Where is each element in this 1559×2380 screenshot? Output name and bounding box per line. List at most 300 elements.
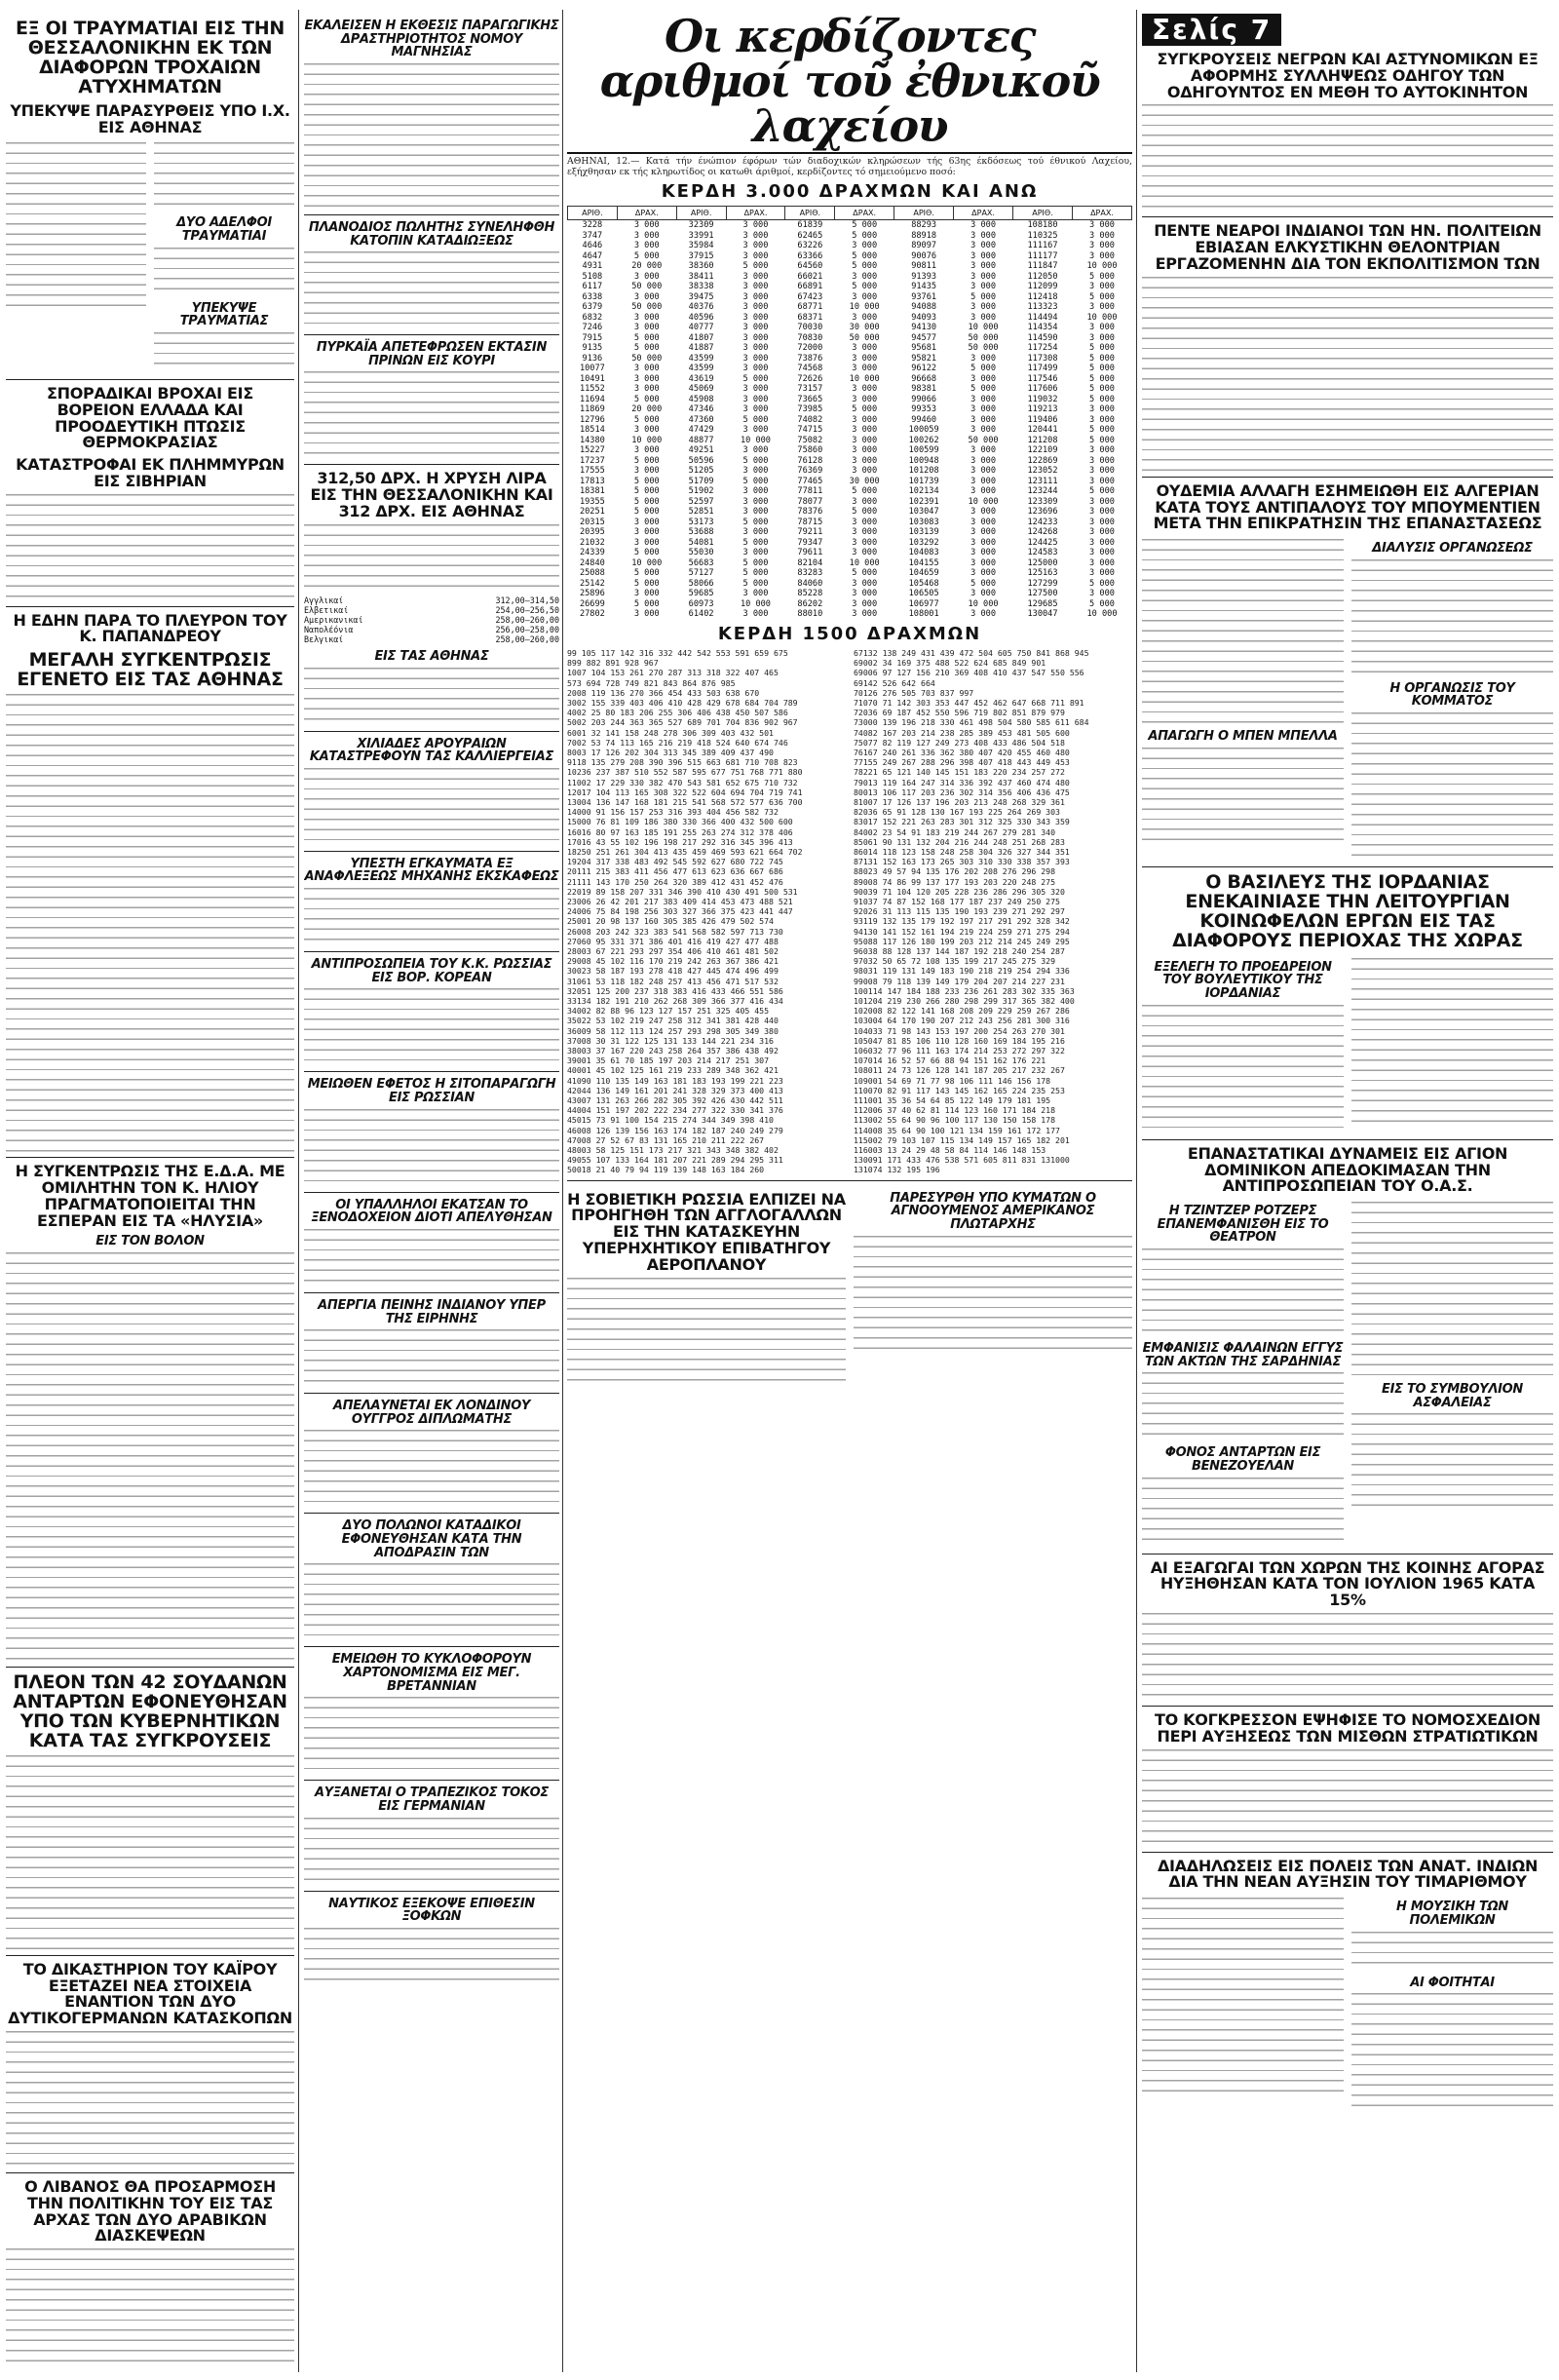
table-row: [568, 456, 1132, 467]
article-body: [1142, 1895, 1553, 2113]
table-row: [568, 404, 1132, 415]
table-cell: 3 000: [742, 312, 769, 323]
table-cell: 123052: [1027, 466, 1058, 477]
list-item: 84002 23 54 91 183 219 244 267 279 281 340: [854, 826, 1056, 837]
table-cell: 3 000: [970, 548, 996, 558]
table-cell: 30 000: [849, 476, 880, 486]
list-item: 96038 88 128 137 144 187 192 218 240 254 287: [854, 946, 1065, 956]
table-cell: 40376: [688, 302, 714, 313]
table-cell: 41807: [688, 332, 714, 343]
table-cell: 3 000: [633, 230, 660, 241]
table-cell: 50 000: [631, 302, 663, 313]
table-cell: 5 000: [852, 282, 878, 292]
table-row: [568, 261, 1132, 272]
list-item: 72036 69 187 452 550 596 719 802 851 879 979: [854, 708, 1065, 718]
table-cell: 5 000: [852, 507, 878, 518]
table-cell: 122869: [1027, 455, 1058, 466]
headline: ΤΟ ΔΙΚΑΣΤΗΡΙΟΝ ΤΟΥ ΚΑΪΡΟΥ ΕΞΕΤΑΖΕΙ ΝΕΑ ΣΤΟΙΧΕΙΑ ΕΝΑΝΤΙΟΝ ΤΩΝ ΔΥΟ ΔΥΤΙΚΟΓΕΡΜΑΝΩΝ ΚΑΤΑΣΚΟΠΩΝ: [8, 1959, 292, 2028]
table-cell: 3 000: [852, 353, 878, 364]
table-cell: 5 000: [633, 598, 660, 609]
table-cell: 3 000: [970, 557, 996, 568]
table-cell: 3 000: [1089, 220, 1115, 231]
table-cell: 50596: [688, 455, 714, 466]
table-cell: 20 000: [631, 404, 663, 415]
list-item: 87131 152 163 173 265 303 310 330 338 357 393: [854, 857, 1070, 867]
table-cell: 3 000: [742, 609, 769, 620]
table-cell: 110325: [1027, 230, 1058, 241]
table-cell: 3 000: [633, 271, 660, 282]
article-text: [6, 142, 146, 308]
table-cell: 3 000: [852, 445, 878, 456]
table-cell: 117254: [1027, 343, 1058, 354]
table-cell: 45069: [688, 384, 714, 395]
table-cell: 112418: [1027, 291, 1058, 302]
divider: [304, 851, 559, 852]
table-cell: 10 000: [1086, 312, 1118, 323]
table-cell: 3 000: [970, 589, 996, 599]
table-cell: 5 000: [1089, 291, 1115, 302]
table-cell: 3 000: [852, 589, 878, 599]
table-row: [568, 599, 1132, 610]
headline: ΔΥΟ ΠΟΛΩΝΟΙ ΚΑΤΑΔΙΚΟΙ ΕΦΟΝΕΥΘΗΣΑΝ ΚΑΤΑ ΤΗΝ ΑΠΟΔΡΑΣΙΝ ΤΩΝ: [341, 1518, 522, 1560]
headline: ΠΛΑΝΟΔΙΟΣ ΠΩΛΗΤΗΣ ΣΥΝΕΛΗΦΘΗ ΚΑΤΟΠΙΝ ΚΑΤΑΔΙΩΞΕΩΣ: [308, 219, 555, 249]
table-cell: 3747: [582, 230, 603, 241]
table-cell: 3 000: [970, 220, 996, 231]
table-cell: 7915: [582, 332, 603, 343]
table-cell: 39475: [688, 291, 714, 302]
list-item: [304, 595, 559, 605]
table-cell: 10 000: [849, 557, 880, 568]
table-cell: 129685: [1027, 598, 1058, 609]
section-heading: ΔΙΑΛΥΣΙΣ ΟΡΓΑΝΩΣΕΩΣ: [1372, 541, 1533, 557]
table-cell: 3 000: [970, 466, 996, 477]
table-row: [568, 384, 1132, 395]
headline: ΣΠΟΡΑΔΙΚΑΙ ΒΡΟΧΑΙ ΕΙΣ ΒΟΡΕΙΟΝ ΕΛΛΑΔΑ ΚΑΙ ΠΡΟΟΔΕΥΤΙΚΗ ΠΤΩΣΙΣ ΘΕΡΜΟΚΡΑΣΙΑΣ: [47, 383, 253, 452]
headline: Ο ΛΙΒΑΝΟΣ ΘΑ ΠΡΟΣΑΡΜΟΣΗ ΤΗΝ ΠΟΛΙΤΙΚΗΝ ΤΟΥ ΕΙΣ ΤΑΣ ΑΡΧΑΣ ΤΩΝ ΔΥΟ ΑΡΑΒΙΚΩΝ ΔΙΑΣΚΕΨΕΩΝ: [24, 2176, 276, 2246]
table-cell: 51902: [688, 486, 714, 497]
divider: [1142, 216, 1553, 217]
table-cell: 53688: [688, 527, 714, 538]
table-cell: 5 000: [633, 486, 660, 497]
table-cell: 3 000: [970, 486, 996, 497]
table-cell: 5 000: [1089, 364, 1115, 374]
price-label: Ναπολέόνια: [304, 624, 354, 634]
table-cell: 3 000: [970, 261, 996, 272]
table-cell: 62465: [797, 230, 823, 241]
list-item: 103004 64 170 190 207 212 243 256 281 300 316: [854, 1016, 1070, 1026]
table-cell: 20 000: [631, 261, 663, 272]
table-cell: 3 000: [970, 609, 996, 620]
table-cell: 3 000: [633, 312, 660, 323]
table-cell: 79611: [797, 548, 823, 558]
list-item: 69142 526 642 664: [854, 677, 935, 688]
table-cell: 3 000: [852, 312, 878, 323]
table-cell: 99066: [911, 394, 937, 404]
list-item: 69002 34 169 375 488 522 624 685 849 901: [854, 658, 1046, 669]
table-header: ΔΡΑΧ.: [726, 207, 785, 220]
table-cell: 3 000: [1089, 250, 1115, 261]
table-cell: 3 000: [1089, 323, 1115, 333]
list-item: 16016 80 97 163 185 191 255 263 274 312 378 406: [567, 826, 793, 837]
table-cell: 3 000: [1089, 557, 1115, 568]
table-row: [568, 272, 1132, 283]
table-cell: 10 000: [849, 373, 880, 384]
list-item: 100114 147 184 188 233 236 261 283 302 335 363: [854, 985, 1075, 996]
divider: [304, 731, 559, 732]
section-heading: ΥΠΕΚΥΨΕ ΤΡΑΥΜΑΤΙΑΣ: [179, 300, 269, 329]
list-item: 47008 27 52 67 83 131 165 210 211 222 267: [567, 1134, 765, 1145]
table-cell: 91435: [911, 282, 937, 292]
price-label: Βελγικαί: [304, 633, 344, 644]
table-cell: 50 000: [849, 332, 880, 343]
table-cell: 5 000: [1089, 425, 1115, 436]
table-cell: 3 000: [742, 466, 769, 477]
table-cell: 5 000: [633, 414, 660, 425]
article-text: [304, 988, 559, 1066]
lottery-masthead: Οι κερδίζοντες αριθμοί τοῦ ἐθνικοῦ λαχείου: [567, 14, 1132, 154]
table-cell: 43599: [688, 353, 714, 364]
table-cell: 6379: [582, 302, 603, 313]
table-cell: 25088: [579, 568, 605, 579]
table-cell: 90076: [911, 250, 937, 261]
article-text: [1351, 712, 1553, 859]
list-item: 3002 155 339 403 406 410 428 429 678 684 704 789: [567, 697, 798, 708]
table-row: [568, 507, 1132, 518]
table-cell: 82104: [797, 557, 823, 568]
table-cell: 10 000: [740, 435, 771, 445]
table-cell: 3 000: [742, 527, 769, 538]
divider: [6, 1667, 294, 1668]
list-item: 46008 126 139 156 163 174 182 187 240 249 279: [567, 1125, 783, 1135]
table-cell: 104083: [908, 548, 939, 558]
table-cell: 68771: [797, 302, 823, 313]
article-text: [1142, 748, 1344, 845]
table-cell: 64560: [797, 261, 823, 272]
table-cell: 49251: [688, 445, 714, 456]
table-cell: 9136: [582, 353, 603, 364]
list-item: 67132 138 249 431 439 472 504 605 750 841 868 945: [854, 647, 1089, 658]
table-cell: 4646: [582, 241, 603, 251]
table-row: [568, 527, 1132, 538]
table-header: ΑΡΙΘ.: [894, 207, 954, 220]
list-item: 77155 249 267 288 296 398 407 418 443 449 453: [854, 757, 1070, 768]
list-item: 30023 58 187 193 278 418 427 445 474 496 499: [567, 966, 779, 977]
article-text: [304, 888, 559, 946]
table-cell: 10 000: [968, 598, 999, 609]
list-item: 10236 237 387 510 552 587 595 677 751 768 771 880: [567, 767, 803, 778]
table-cell: 3 000: [852, 343, 878, 354]
table-cell: 98381: [911, 384, 937, 395]
headline: ΑΠΕΛΑΥΝΕΤΑΙ ΕΚ ΛΟΝΔΙΝΟΥ ΟΥΓΓΡΟΣ ΔΙΠΛΩΜΑΤΗΣ: [332, 1399, 531, 1427]
list-item: 1007 104 153 261 270 287 313 318 322 407 465: [567, 668, 779, 678]
table-row: [568, 292, 1132, 303]
table-cell: 47429: [688, 425, 714, 436]
divider: [304, 1393, 559, 1394]
table-row: [568, 364, 1132, 374]
table-cell: 3 000: [742, 353, 769, 364]
article-text: [304, 1329, 559, 1388]
table-cell: 102391: [908, 496, 939, 507]
table-cell: 119213: [1027, 404, 1058, 415]
table-cell: 5 000: [633, 332, 660, 343]
list-item: 88023 49 57 94 135 176 202 208 276 296 298: [854, 866, 1056, 877]
divider: [6, 1955, 294, 1956]
number-grid: [567, 648, 1132, 1175]
table-cell: 50 000: [968, 332, 999, 343]
table-cell: 79347: [797, 537, 823, 548]
table-header: ΑΡΙΘ.: [1013, 207, 1073, 220]
headline: ΝΑΥΤΙΚΟΣ ΕΞΕΚΟΨΕ ΕΠΙΘΕΣΙΝ ΞΟΦΚΩΝ: [328, 1896, 535, 1925]
prize-heading-3000: ΚΕΡΔΗ 3.000 ΔΡΑΧΜΩΝ ΚΑΙ ΑΝΩ: [661, 181, 1039, 203]
table-cell: 3 000: [633, 589, 660, 599]
list-item: 13004 136 147 168 181 215 541 568 572 577 636 700: [567, 796, 803, 807]
list-item: 95088 117 126 180 199 203 212 214 245 249 295: [854, 936, 1070, 946]
section-heading: ΔΥΟ ΑΔΕΛΦΟΙ ΤΡΑΥΜΑΤΙΑΙ: [176, 215, 272, 244]
table-cell: 3 000: [742, 230, 769, 241]
table-cell: 5 000: [742, 568, 769, 579]
list-item: 9118 135 279 208 390 396 515 663 681 710 708 823: [567, 757, 798, 768]
table-cell: 94093: [911, 312, 937, 323]
divider: [304, 1646, 559, 1647]
table-cell: 3 000: [970, 230, 996, 241]
table-cell: 124268: [1027, 527, 1058, 538]
table-row: [568, 558, 1132, 569]
table-cell: 14380: [579, 435, 605, 445]
table-cell: 37915: [688, 250, 714, 261]
table-cell: 52851: [688, 507, 714, 518]
headline: ΕΠΑΝΑΣΤΑΤΙΚΑΙ ΔΥΝΑΜΕΙΣ ΕΙΣ ΑΓΙΟΝ ΔΟΜΙΝΙΚΟΝ ΑΠΕΔΟΚΙΜΑΣΑΝ ΤΗΝ ΑΝΤΙΠΡΟΣΩΠΕΙΑΝ ΤΟΥ Ο.Α.Σ.: [1187, 1143, 1508, 1196]
list-item: 26008 203 242 323 383 541 568 582 597 713 730: [567, 926, 783, 937]
table-cell: 61839: [797, 220, 823, 231]
table-row: [568, 579, 1132, 590]
article-body: [1142, 536, 1553, 862]
table-cell: 3 000: [742, 496, 769, 507]
table-cell: 3 000: [633, 364, 660, 374]
table-cell: 5 000: [633, 507, 660, 518]
table-cell: 17555: [579, 466, 605, 477]
table-cell: 3 000: [1089, 537, 1115, 548]
table-cell: 5 000: [633, 578, 660, 589]
list-item: 25001 20 98 137 160 305 385 426 479 502 574: [567, 916, 774, 927]
table-cell: 3 000: [1089, 496, 1115, 507]
table-cell: 52597: [688, 496, 714, 507]
table-cell: 3 000: [742, 250, 769, 261]
price-value: 258,00—260,00: [495, 633, 559, 644]
table-cell: 3 000: [970, 414, 996, 425]
table-cell: 5 000: [852, 261, 878, 272]
list-item: 104033 71 98 143 153 197 200 254 263 270 301: [854, 1025, 1065, 1036]
table-cell: 55030: [688, 548, 714, 558]
table-cell: 74568: [797, 364, 823, 374]
divider: [6, 1157, 294, 1158]
article-text: [6, 494, 294, 601]
table-cell: 95821: [911, 353, 937, 364]
table-cell: 66021: [797, 271, 823, 282]
headline: ΠΥΡΚΑΪΑ ΑΠΕΤΕΦΡΩΣΕΝ ΕΚΤΑΣΙΝ ΠΡΙΝΩΝ ΕΙΣ ΚΟΥΡΙ: [316, 340, 548, 368]
table-cell: 120441: [1027, 425, 1058, 436]
list-item: 113002 55 64 90 96 100 117 130 150 158 178: [854, 1115, 1056, 1126]
gold-price-list: [304, 595, 559, 644]
table-cell: 3 000: [852, 435, 878, 445]
article-body: [6, 139, 294, 374]
list-item: 90039 71 104 120 205 228 236 286 296 305 320: [854, 886, 1065, 897]
table-cell: 9135: [582, 343, 603, 354]
list-item: 4002 25 80 183 206 255 306 406 438 450 507 586: [567, 708, 788, 718]
table-cell: 26699: [579, 598, 605, 609]
article-text: [1351, 559, 1553, 676]
table-cell: 3 000: [1089, 517, 1115, 527]
table-cell: 45908: [688, 394, 714, 404]
list-item: [304, 625, 559, 634]
article-text: [1351, 1932, 1553, 1971]
column-2: [304, 14, 559, 2370]
article-text: [304, 1928, 559, 1986]
list-item: 37008 30 31 122 125 131 133 144 221 234 316: [567, 1035, 774, 1046]
table-cell: 3 000: [633, 373, 660, 384]
table-row: [568, 518, 1132, 528]
table-cell: 18514: [579, 425, 605, 436]
headline: Ο ΒΑΣΙΛΕΥΣ ΤΗΣ ΙΟΡΔΑΝΙΑΣ ΕΝΕΚΑΙΝΙΑΣΕ ΤΗΝ ΛΕΙΤΟΥΡΓΙΑΝ ΚΟΙΝΩΦΕΛΩΝ ΕΡΓΩΝ ΕΙΣ ΤΑΣ ΔΙΑΦΟΡΟΥΣ ΠΕΡΙΟΧΑΣ ΤΗΣ ΧΩΡΑΣ: [1172, 871, 1523, 951]
headline: 312,50 ΔΡΧ. Η ΧΡΥΣΗ ΛΙΡΑ ΕΙΣ ΤΗΝ ΘΕΣΣΑΛΟΝΙΚΗΝ ΚΑΙ 312 ΔΡΧ. ΕΙΣ ΑΘΗΝΑΣ: [310, 469, 553, 521]
article-text: [6, 2248, 294, 2370]
table-cell: 5108: [582, 271, 603, 282]
table-cell: 5 000: [1089, 271, 1115, 282]
headline: ΥΠΕΣΤΗ ΕΓΚΑΥΜΑΤΑ ΕΞ ΑΝΑΦΛΕΞΕΩΣ ΜΗΧΑΝΗΣ ΕΚΣΚΑΦΕΩΣ: [304, 856, 559, 885]
table-cell: 3 000: [970, 250, 996, 261]
divider: [304, 1292, 559, 1293]
table-row: [568, 436, 1132, 446]
divider: [1142, 1554, 1553, 1555]
table-cell: 108001: [908, 609, 939, 620]
list-item: 17016 43 55 102 196 198 217 292 316 345 396 413: [567, 836, 793, 847]
article-text: [304, 63, 559, 210]
table-cell: 5 000: [742, 373, 769, 384]
section-heading: Η ΟΡΓΑΝΩΣΙΣ ΤΟΥ ΚΟΜΜΑΤΟΣ: [1389, 680, 1515, 710]
list-item: 8003 17 126 202 304 313 345 389 409 437 490: [567, 747, 774, 757]
article-text: [154, 248, 294, 296]
list-item: 36009 58 112 113 124 257 293 298 305 349 380: [567, 1025, 779, 1036]
table-cell: 112050: [1027, 271, 1058, 282]
table-cell: 47346: [688, 404, 714, 415]
table-cell: 105468: [908, 578, 939, 589]
table-row: [568, 466, 1132, 477]
table-cell: 5 000: [852, 404, 878, 415]
price-value: 256,00—258,00: [495, 624, 559, 634]
table-row: [568, 282, 1132, 292]
article-text: [6, 2031, 294, 2168]
table-cell: 59685: [688, 589, 714, 599]
list-item: 41090 110 135 149 163 181 183 193 199 221 223: [567, 1075, 783, 1086]
table-cell: 95681: [911, 343, 937, 354]
headline: ΑΝΤΙΠΡΟΣΩΠΕΙΑ ΤΟΥ Κ.Κ. ΡΩΣΣΙΑΣ ΕΙΣ ΒΟΡ. ΚΟΡΕΑΝ: [311, 957, 552, 985]
article-text: [154, 142, 294, 211]
list-item: 35022 53 102 219 247 258 312 341 381 428 440: [567, 1016, 779, 1026]
table-cell: 5 000: [1089, 486, 1115, 497]
table-cell: 73876: [797, 353, 823, 364]
divider: [304, 464, 559, 465]
table-cell: 73985: [797, 404, 823, 415]
table-cell: 3 000: [852, 527, 878, 538]
article-text: [304, 1818, 559, 1886]
table-cell: 3 000: [742, 291, 769, 302]
table-cell: 6338: [582, 291, 603, 302]
list-item: [304, 615, 559, 625]
article-text: [304, 768, 559, 846]
table-cell: 3 000: [633, 445, 660, 456]
article-body: [1142, 955, 1553, 1134]
table-cell: 5 000: [970, 291, 996, 302]
table-cell: 10 000: [740, 598, 771, 609]
table-header: ΔΡΑΧ.: [835, 207, 894, 220]
table-cell: 24840: [579, 557, 605, 568]
table-cell: 3228: [582, 220, 603, 231]
divider: [6, 2172, 294, 2173]
subheadline: ΚΑΤΑΣΤΡΟΦΑΙ ΕΚ ΠΛΗΜΜΥΡΩΝ ΕΙΣ ΣΙΒΗΡΙΑΝ: [16, 455, 285, 490]
table-cell: 3 000: [1089, 466, 1115, 477]
table-cell: 40777: [688, 323, 714, 333]
table-cell: 100948: [908, 455, 939, 466]
table-cell: 12796: [579, 414, 605, 425]
article-text: [1142, 1613, 1553, 1701]
list-item: 42044 136 149 161 201 241 328 329 373 400 413: [567, 1085, 783, 1095]
table-cell: 66891: [797, 282, 823, 292]
table-cell: 20315: [579, 517, 605, 527]
table-cell: 76128: [797, 455, 823, 466]
list-item: 6001 32 141 158 248 278 306 309 403 432 501: [567, 727, 774, 738]
table-cell: 3 000: [633, 517, 660, 527]
table-cell: 5 000: [970, 578, 996, 589]
section-heading: ΕΞΕΛΕΓΗ ΤΟ ΠΡΟΕΔΡΕΙΟΝ ΤΟΥ ΒΟΥΛΕΥΤΙΚΟΥ ΤΗΣ ΙΟΡΔΑΝΙΑΣ: [1154, 959, 1332, 1002]
table-cell: 3 000: [1089, 404, 1115, 415]
table-cell: 67423: [797, 291, 823, 302]
table-cell: 74715: [797, 425, 823, 436]
table-cell: 56683: [688, 557, 714, 568]
table-cell: 3 000: [742, 445, 769, 456]
table-cell: 3 000: [852, 271, 878, 282]
table-cell: 83283: [797, 568, 823, 579]
headline: ΠΑΡΕΣΥΡΘΗ ΥΠΟ ΚΥΜΑΤΩΝ Ο ΑΓΝΟΟΥΜΕΝΟΣ ΑΜΕΡΙΚΑΝΟΣ ΠΛΩΤΑΡΧΗΣ: [890, 1190, 1096, 1232]
table-cell: 11552: [579, 384, 605, 395]
table-cell: 5 000: [633, 250, 660, 261]
table-cell: 5 000: [633, 455, 660, 466]
table-cell: 3 000: [852, 578, 878, 589]
table-cell: 5 000: [633, 548, 660, 558]
table-cell: 5 000: [633, 343, 660, 354]
table-cell: 72626: [797, 373, 823, 384]
table-cell: 3 000: [742, 271, 769, 282]
table-cell: 5 000: [633, 568, 660, 579]
table-cell: 3 000: [970, 445, 996, 456]
table-cell: 113323: [1027, 302, 1058, 313]
table-cell: 3 000: [970, 507, 996, 518]
table-cell: 3 000: [633, 527, 660, 538]
table-cell: 3 000: [852, 537, 878, 548]
list-item: 899 882 891 928 967: [567, 658, 659, 669]
table-cell: 50 000: [968, 435, 999, 445]
table-cell: 123111: [1027, 476, 1058, 486]
article-text: [304, 1109, 559, 1187]
table-cell: 5 000: [852, 568, 878, 579]
table-cell: 3 000: [742, 425, 769, 436]
list-item: 7002 53 74 113 165 216 219 418 524 640 674 746: [567, 737, 788, 748]
table-cell: 3 000: [742, 323, 769, 333]
table-cell: 74082: [797, 414, 823, 425]
list-item: 19204 317 338 483 492 545 592 627 680 722 745: [567, 857, 783, 867]
table-cell: 32309: [688, 220, 714, 231]
table-row: [568, 220, 1132, 231]
table-cell: 125000: [1027, 557, 1058, 568]
table-cell: 3 000: [970, 568, 996, 579]
